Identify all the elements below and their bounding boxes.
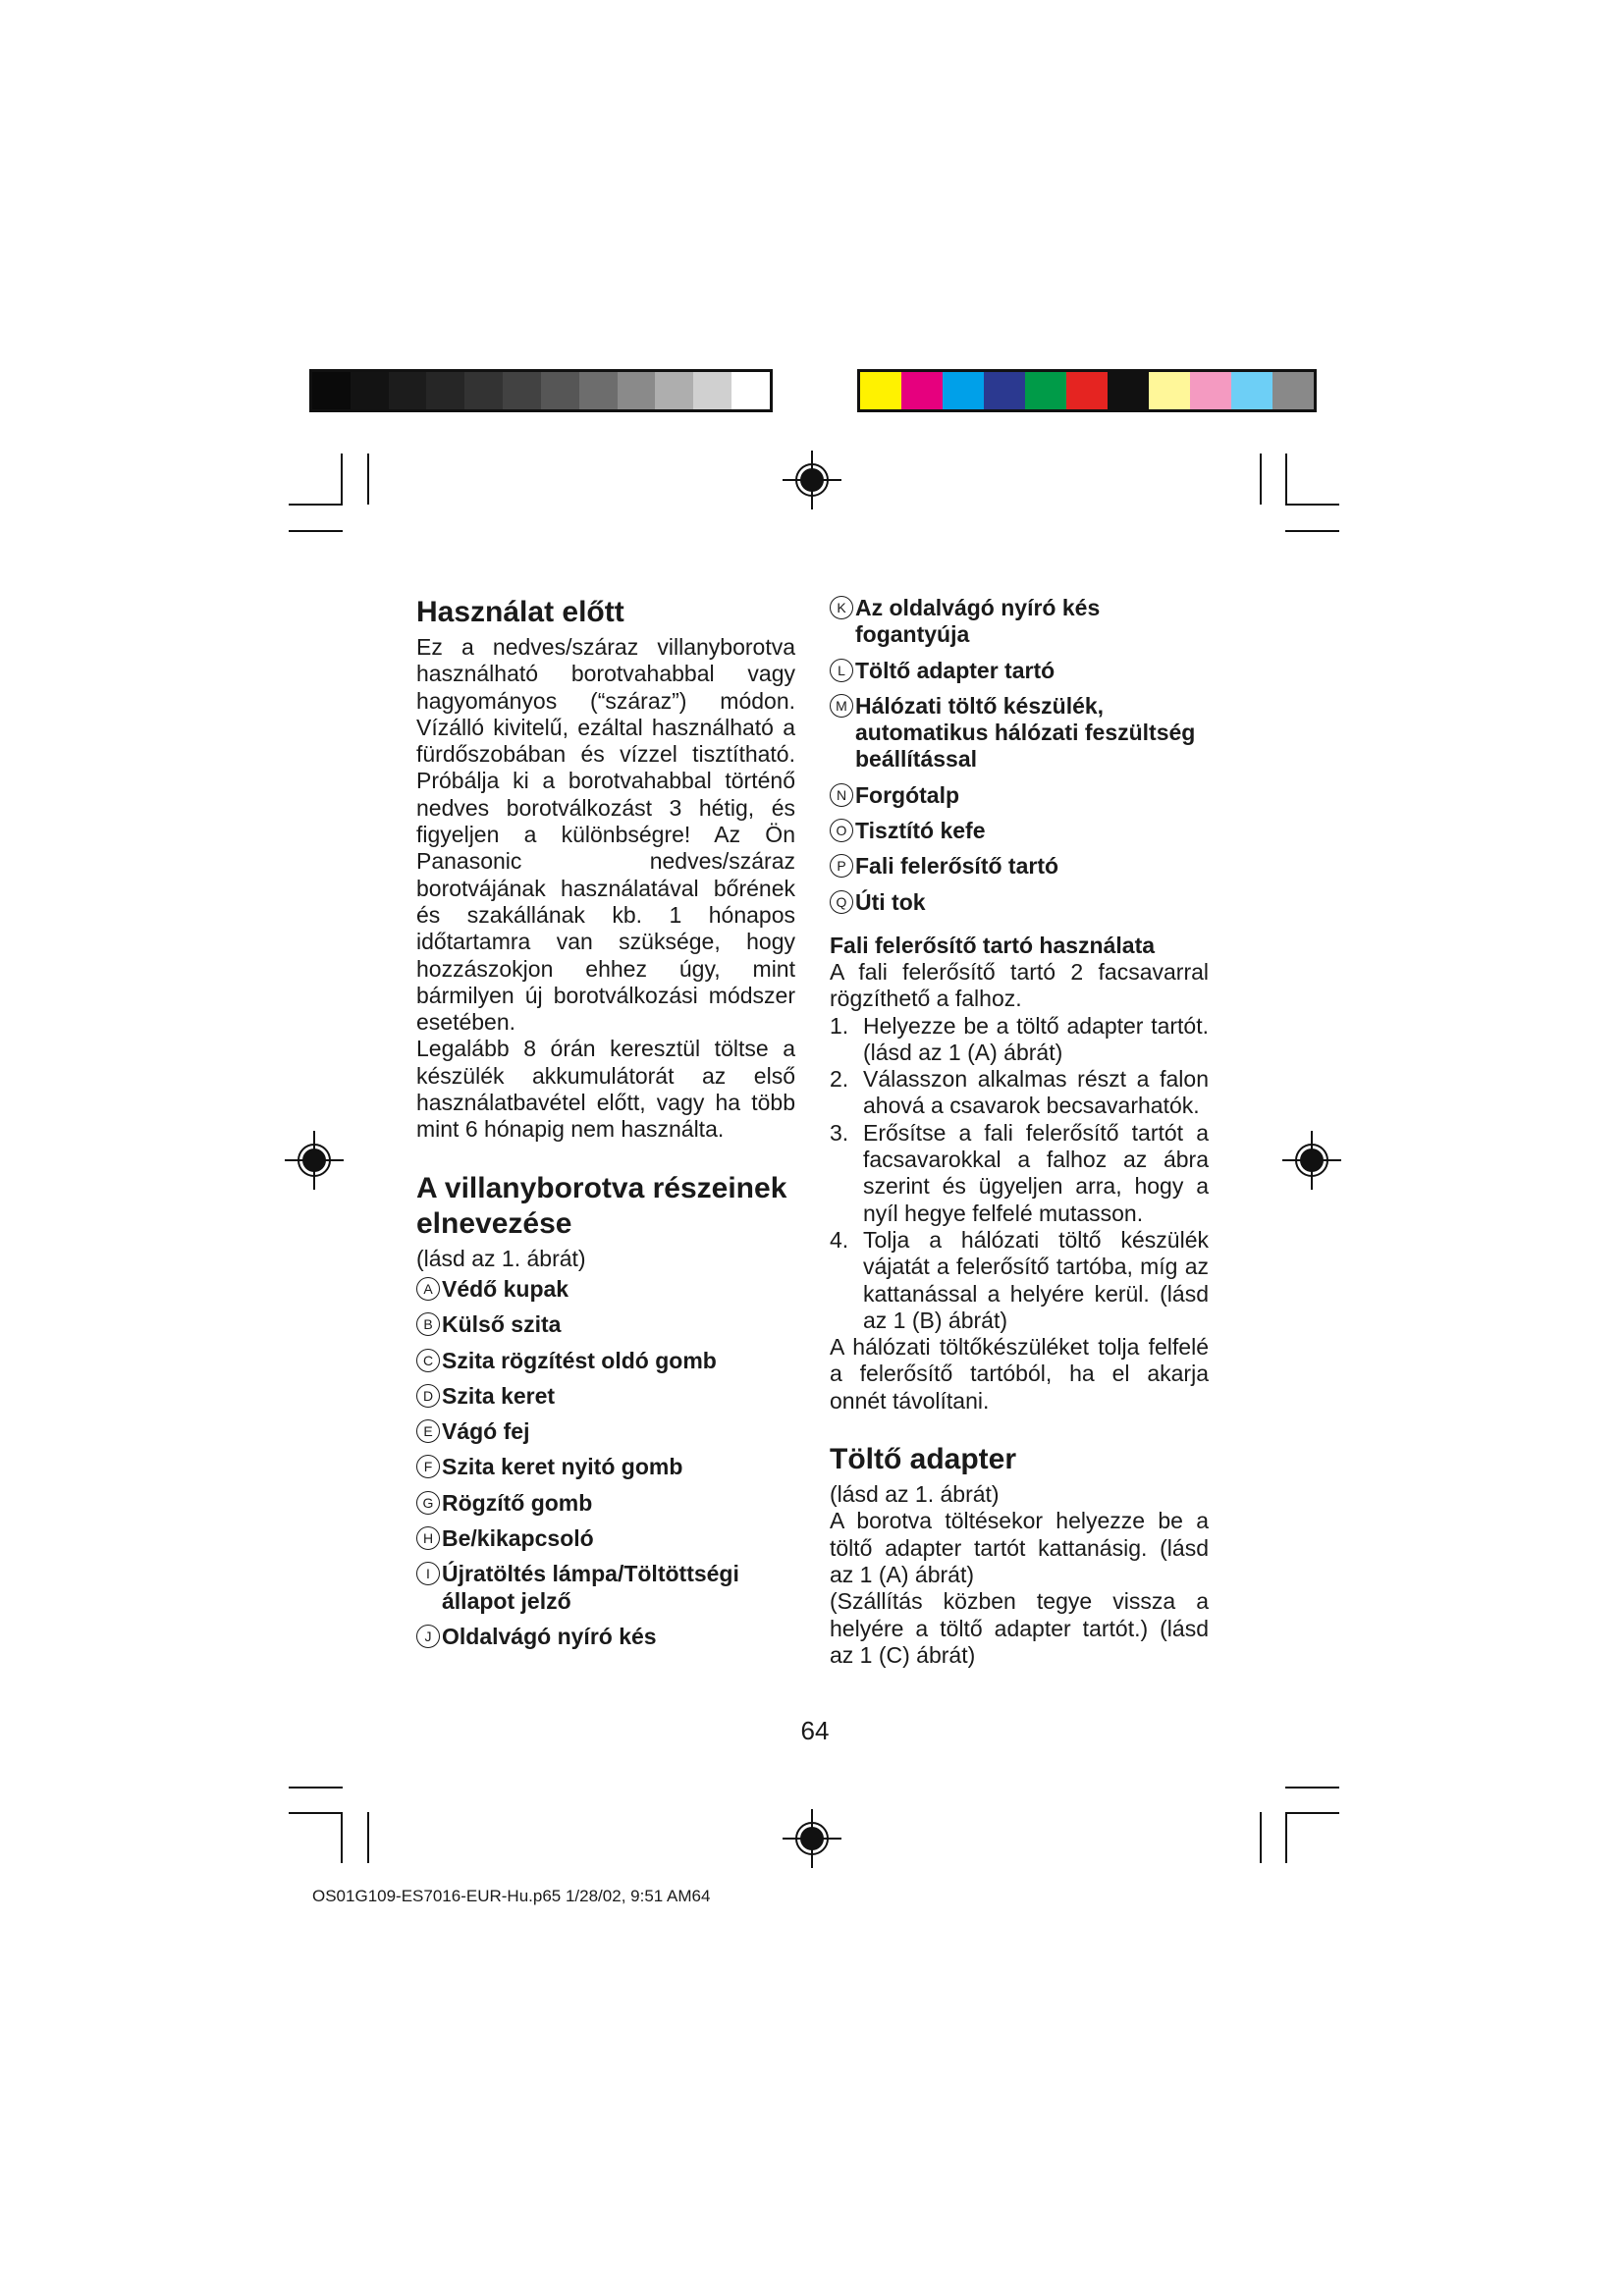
crop-mark bbox=[341, 1812, 343, 1863]
crop-mark bbox=[367, 1812, 369, 1863]
parts-list-left bbox=[416, 1276, 795, 1650]
gray-swatch bbox=[464, 372, 503, 409]
part-item bbox=[416, 1311, 795, 1338]
part-label: Szita keret nyitó gomb bbox=[442, 1454, 683, 1480]
part-item bbox=[830, 595, 1209, 649]
crop-mark bbox=[367, 454, 369, 505]
part-label: Szita rögzítést oldó gomb bbox=[442, 1347, 717, 1373]
crop-mark bbox=[1285, 454, 1287, 505]
crop-mark bbox=[341, 454, 343, 505]
crop-mark bbox=[1285, 1812, 1339, 1814]
crop-mark bbox=[1285, 530, 1339, 532]
part-label: Vágó fej bbox=[442, 1418, 530, 1445]
step-item bbox=[830, 1120, 1209, 1227]
gray-swatch bbox=[426, 372, 464, 409]
wall-mount-intro: A fali felerősítő tartó 2 facsavarral rögzíthető a falhoz. bbox=[830, 958, 1209, 1012]
step-text: Tolja a hálózati töltő készülék vájatát a felerősítő tartóba, míg az kattanással a helyére kerül. (lásd az 1 (B) ábrát) bbox=[863, 1226, 1209, 1333]
step-item bbox=[830, 1227, 1209, 1334]
part-marker: O bbox=[830, 819, 853, 842]
gray-swatch bbox=[731, 372, 770, 409]
crop-mark bbox=[1285, 504, 1339, 506]
adapter-transport-note: (Szállítás közben tegye vissza a helyére a töltő adapter tartót.) (lásd az 1 (C) ábrát) bbox=[830, 1588, 1209, 1668]
part-marker: C bbox=[416, 1349, 440, 1372]
part-label: Külső szita bbox=[442, 1311, 562, 1338]
gray-swatch bbox=[312, 372, 351, 409]
heading-wall-mount: Fali felerősítő tartó használata bbox=[830, 932, 1156, 958]
part-label: Az oldalvágó nyíró kés fogantyúja bbox=[855, 595, 1101, 648]
gray-swatch bbox=[618, 372, 656, 409]
crop-mark bbox=[289, 504, 343, 506]
part-item bbox=[416, 1348, 795, 1374]
part-label: Hálózati töltő készülék, automatikus hálózati feszültség beállítással bbox=[855, 692, 1196, 773]
gray-swatch bbox=[389, 372, 427, 409]
step-text: Erősítse a fali felerősítő tartót a facsavarokkal a falhoz az ábra szerint és ügyeljen arra, hogy a nyíl hegye felfelé mutasson. bbox=[863, 1119, 1209, 1226]
right-column bbox=[830, 595, 1209, 1669]
color-swatch bbox=[1149, 372, 1190, 409]
part-item bbox=[416, 1276, 795, 1303]
part-item bbox=[830, 853, 1209, 880]
crop-mark bbox=[1260, 454, 1262, 505]
gray-swatch bbox=[579, 372, 618, 409]
part-marker: E bbox=[416, 1419, 440, 1443]
color-calibration-bar bbox=[857, 369, 1317, 412]
page-number: 64 bbox=[800, 1716, 830, 1745]
step-item bbox=[830, 1066, 1209, 1120]
crop-mark bbox=[1260, 1812, 1262, 1863]
part-item bbox=[416, 1525, 795, 1552]
heading-charging-adapter: Töltő adapter bbox=[830, 1443, 1017, 1476]
part-marker: I bbox=[416, 1562, 440, 1585]
part-marker: P bbox=[830, 854, 853, 878]
part-item bbox=[830, 693, 1209, 774]
part-marker: B bbox=[416, 1312, 440, 1336]
parts-list-right bbox=[830, 595, 1209, 916]
color-swatch bbox=[1231, 372, 1272, 409]
gray-swatch bbox=[503, 372, 541, 409]
part-label: Forgótalp bbox=[855, 781, 960, 808]
part-item bbox=[830, 658, 1209, 684]
part-item bbox=[830, 782, 1209, 809]
wall-mount-outro: A hálózati töltőkészüléket tolja felfelé a felerősítő tartóból, ha el akarja onnét távolítani. bbox=[830, 1334, 1209, 1414]
part-marker: D bbox=[416, 1384, 440, 1408]
step-number: 1. bbox=[830, 1012, 849, 1039]
part-item bbox=[416, 1418, 795, 1445]
color-swatch bbox=[1025, 372, 1066, 409]
step-text: Válasszon alkalmas részt a falon ahová a csavarok becsavarhatók. bbox=[863, 1066, 1209, 1119]
part-marker: J bbox=[416, 1625, 440, 1648]
left-column bbox=[416, 595, 795, 1659]
color-swatch bbox=[901, 372, 943, 409]
heading-before-use: Használat előtt bbox=[416, 596, 624, 628]
part-label: Fali felerősítő tartó bbox=[855, 853, 1059, 880]
part-label: Újratöltés lámpa/Töltöttségi állapot jelző bbox=[442, 1561, 739, 1614]
step-item bbox=[830, 1013, 1209, 1067]
part-label: Töltő adapter tartó bbox=[855, 657, 1056, 683]
adapter-figure-reference: (lásd az 1. ábrát) bbox=[830, 1481, 1000, 1508]
part-marker: L bbox=[830, 659, 853, 682]
color-swatch bbox=[984, 372, 1025, 409]
gray-swatch bbox=[541, 372, 579, 409]
part-marker: A bbox=[416, 1277, 440, 1301]
part-item bbox=[416, 1561, 795, 1615]
part-label: Úti tok bbox=[855, 888, 926, 915]
part-marker: M bbox=[830, 694, 853, 718]
part-item bbox=[416, 1383, 795, 1410]
gray-swatch bbox=[351, 372, 389, 409]
intro-paragraph: Ez a nedves/száraz villanyborotva használható borotvahabbal vagy hagyományos (“száraz”) módon. Vízálló kivitelű, ezáltal használható a fürdőszobában és vízzel tisztítható. Próbálja ki a borotvahabbal történő nedves borotválkozást 3 hétig, és figyeljen a különbségre! Az Ön Panasonic nedves/száraz borotvájának használatával bőrének és szakállának kb. 1 hónapos időtartamra van szüksége, hogy hozzászokjon ehhez úgy, mint bármilyen új borotválkozási módszer esetében. bbox=[416, 634, 795, 1036]
part-item bbox=[830, 818, 1209, 844]
part-marker: K bbox=[830, 596, 853, 619]
step-number: 4. bbox=[830, 1226, 849, 1253]
color-swatch bbox=[1190, 372, 1231, 409]
part-label: Szita keret bbox=[442, 1382, 556, 1409]
part-label: Tisztító kefe bbox=[855, 818, 986, 844]
charge-paragraph: Legalább 8 órán keresztül töltse a készülék akkumulátorát az első használatbavétel előtt, vagy ha több mint 6 hónapig nem használta. bbox=[416, 1036, 795, 1143]
part-item bbox=[416, 1490, 795, 1517]
step-number: 3. bbox=[830, 1119, 849, 1146]
registration-target-icon bbox=[285, 1131, 344, 1190]
part-label: Be/kikapcsoló bbox=[442, 1525, 594, 1552]
step-number: 2. bbox=[830, 1066, 849, 1093]
registration-target-icon bbox=[783, 1809, 841, 1868]
crop-mark bbox=[289, 530, 343, 532]
crop-mark bbox=[1285, 1812, 1287, 1863]
color-swatch bbox=[1272, 372, 1314, 409]
color-swatch bbox=[1066, 372, 1108, 409]
registration-target-icon bbox=[1282, 1131, 1341, 1190]
wall-mount-steps bbox=[830, 1013, 1209, 1335]
part-marker: H bbox=[416, 1526, 440, 1550]
part-marker: Q bbox=[830, 890, 853, 914]
part-item bbox=[416, 1624, 795, 1650]
heading-parts: A villanyborotva részeinek elnevezése bbox=[416, 1171, 787, 1240]
crop-mark bbox=[289, 1787, 343, 1789]
part-marker: N bbox=[830, 783, 853, 807]
grayscale-calibration-bar bbox=[309, 369, 773, 412]
parts-figure-reference: (lásd az 1. ábrát) bbox=[416, 1245, 586, 1271]
part-item bbox=[416, 1454, 795, 1480]
gray-swatch bbox=[655, 372, 693, 409]
color-swatch bbox=[943, 372, 984, 409]
part-label: Rögzítő gomb bbox=[442, 1489, 593, 1516]
crop-mark bbox=[289, 1812, 343, 1814]
part-label: Védő kupak bbox=[442, 1275, 569, 1302]
part-label: Oldalvágó nyíró kés bbox=[442, 1623, 657, 1649]
print-footer: OS01G109-ES7016-EUR-Hu.p65 1/28/02, 9:51 AM64 bbox=[312, 1887, 711, 1905]
part-marker: F bbox=[416, 1455, 440, 1478]
gray-swatch bbox=[693, 372, 731, 409]
color-swatch bbox=[1108, 372, 1149, 409]
step-text: Helyezze be a töltő adapter tartót. (lásd az 1 (A) ábrát) bbox=[863, 1012, 1209, 1065]
registration-target-icon bbox=[783, 451, 841, 509]
color-swatch bbox=[860, 372, 901, 409]
crop-mark bbox=[1285, 1787, 1339, 1789]
adapter-paragraph: A borotva töltésekor helyezze be a töltő adapter tartót kattanásig. (lásd az 1 (A) ábrát) bbox=[830, 1508, 1209, 1587]
part-item bbox=[830, 889, 1209, 916]
part-marker: G bbox=[416, 1491, 440, 1515]
